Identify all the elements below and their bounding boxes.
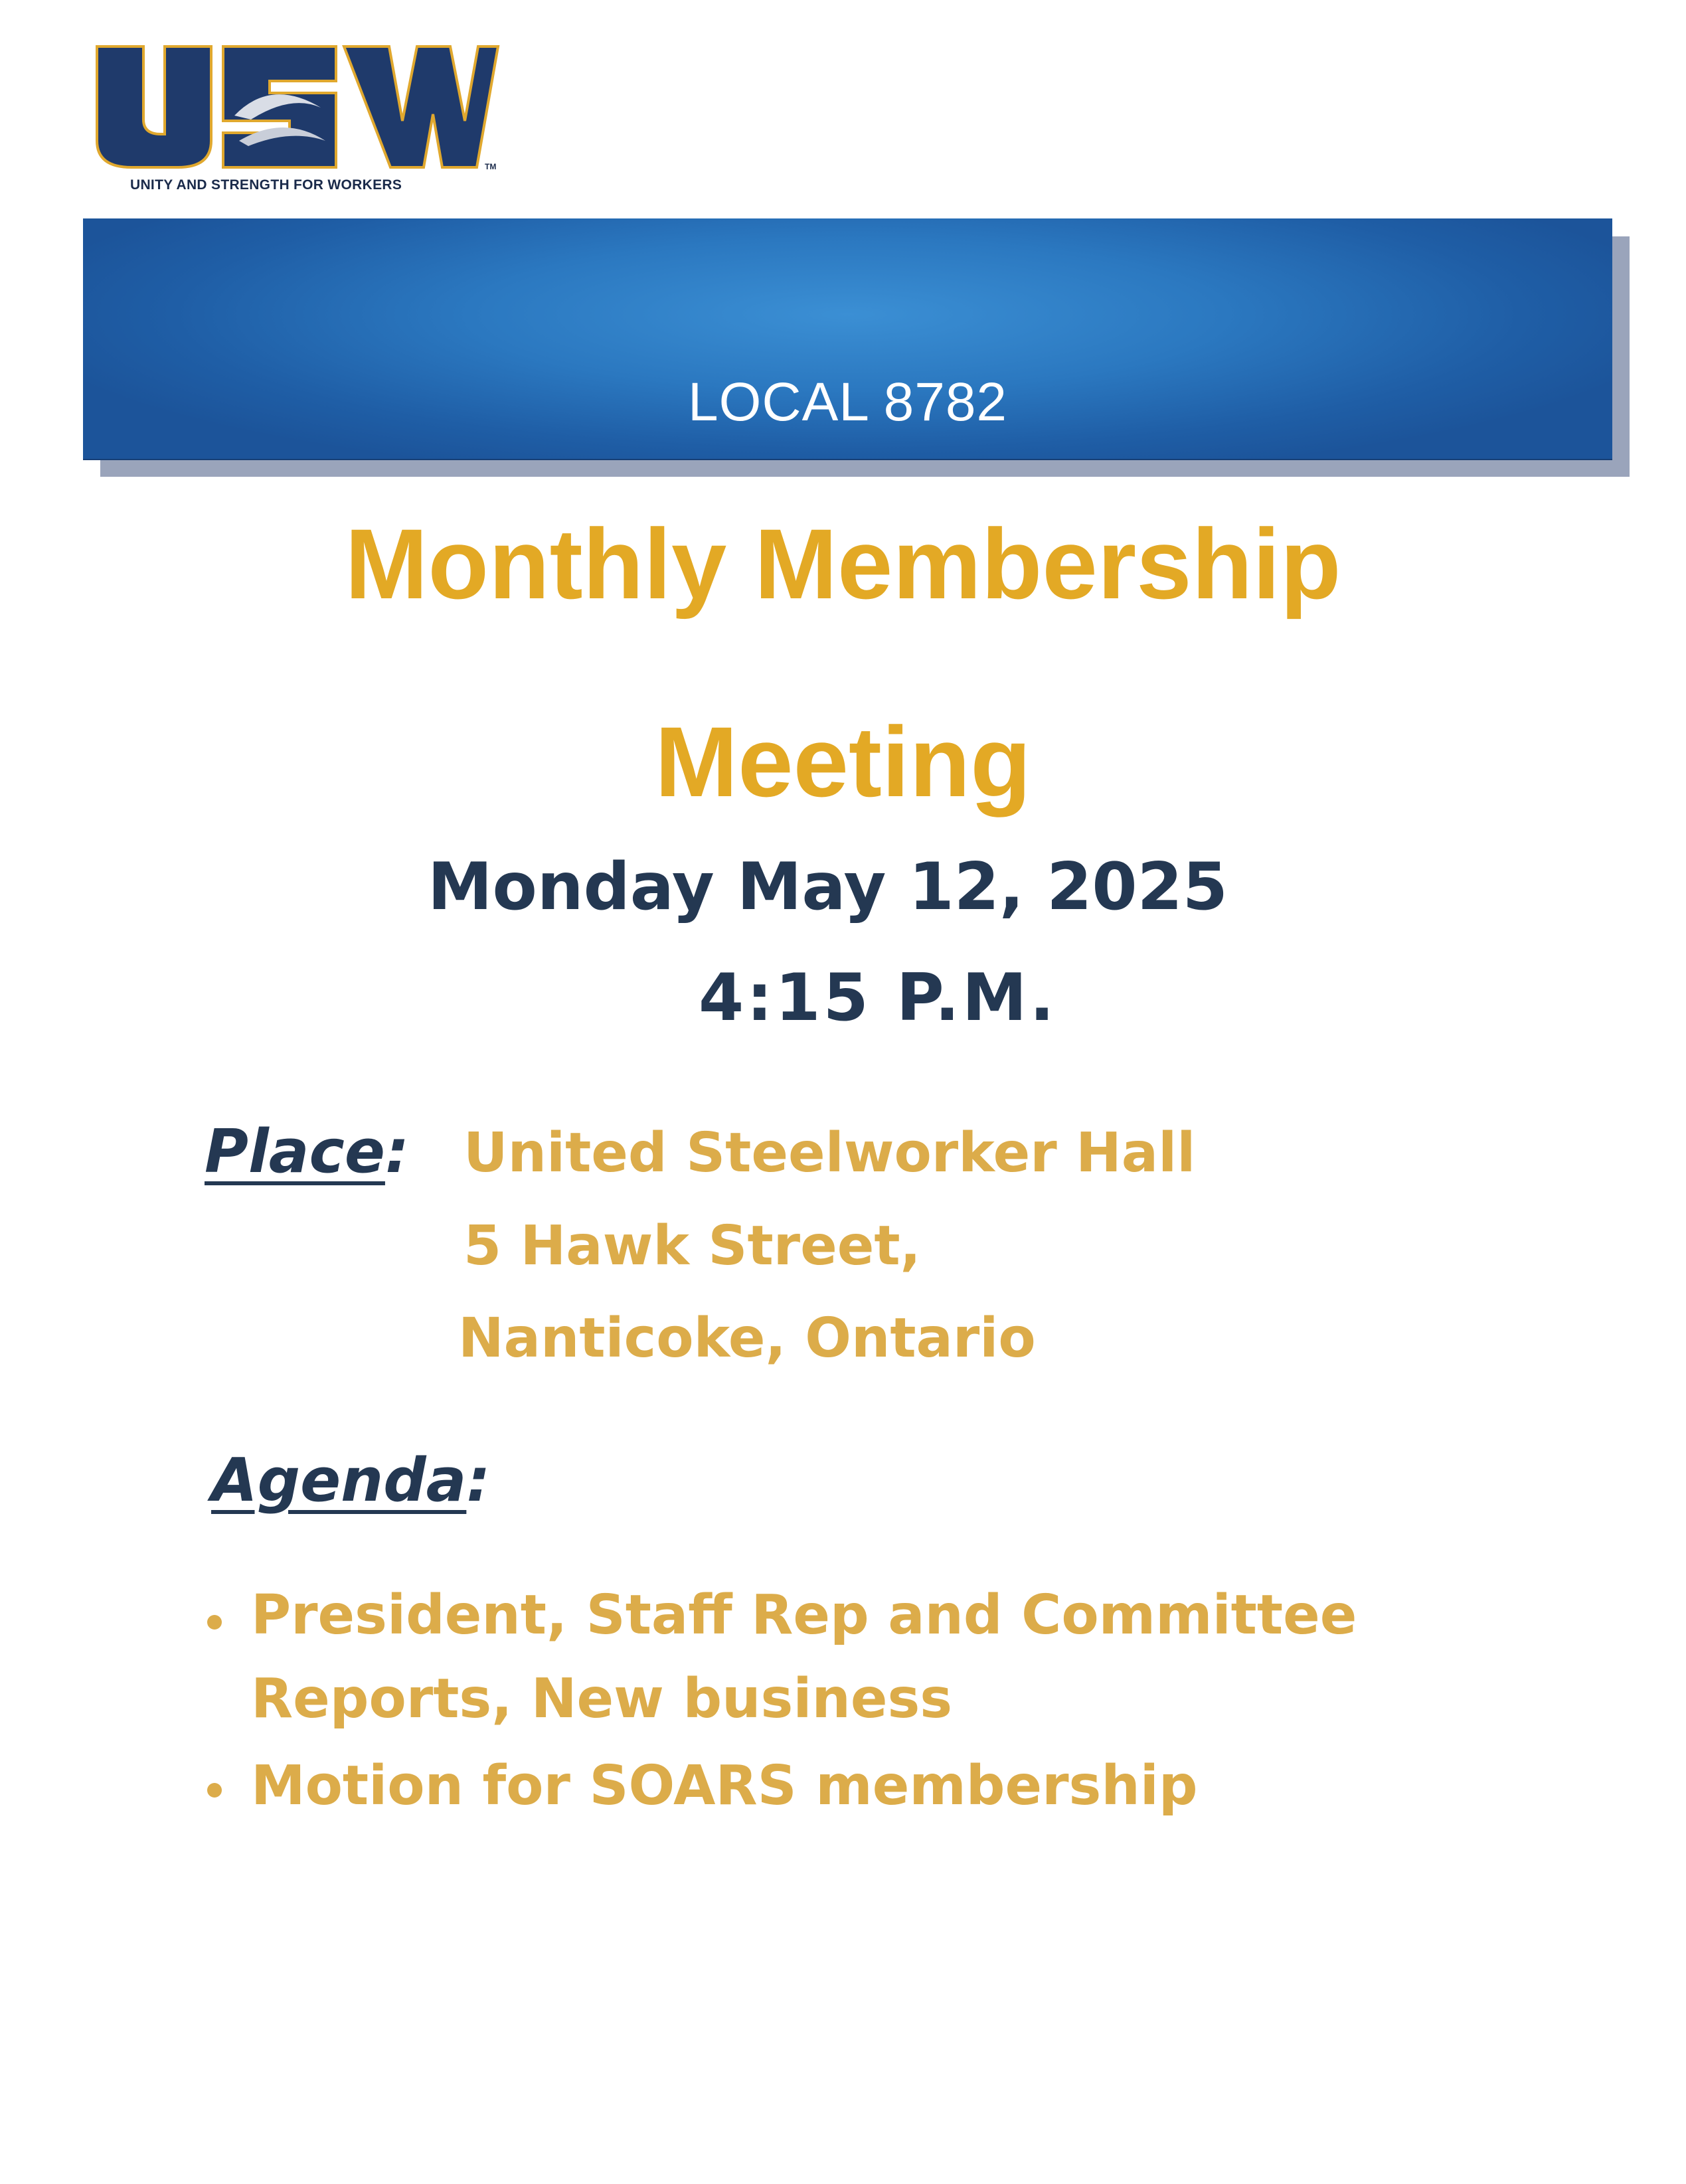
place-label-colon: : xyxy=(384,1117,409,1187)
logo-letter-w xyxy=(344,46,498,167)
logo-tagline: UNITY AND STRENGTH FOR WORKERS xyxy=(130,177,402,193)
meeting-time: 4:15 P.M. xyxy=(699,960,1057,1036)
agenda-label-text: Agenda xyxy=(211,1446,467,1515)
place-line-1: United Steelworker Hall xyxy=(464,1122,1196,1185)
agenda-label xyxy=(211,1446,491,1515)
usw-logo-graphic xyxy=(92,41,503,174)
logo-letter-s xyxy=(223,46,336,167)
bullet-icon xyxy=(207,1615,222,1630)
place-label-text: Place xyxy=(205,1117,385,1187)
agenda-item-1-line-2: Reports, New business xyxy=(251,1667,953,1730)
headline-line-1: Monthly Membership xyxy=(345,508,1341,620)
logo-letter-u xyxy=(97,46,211,167)
logo-trademark: TM xyxy=(485,162,497,171)
place-label xyxy=(205,1117,409,1187)
bullet-icon xyxy=(207,1783,222,1798)
agenda-label-colon: : xyxy=(466,1446,491,1515)
agenda-item-2: Motion for SOARS membership xyxy=(251,1754,1198,1817)
place-line-2: 5 Hawk Street, xyxy=(464,1215,921,1278)
banner-title: LOCAL 8782 xyxy=(687,372,1008,432)
place-line-3: Nanticoke, Ontario xyxy=(458,1307,1036,1370)
usw-logo xyxy=(92,41,503,202)
headline-line-2: Meeting xyxy=(655,706,1031,817)
agenda-item-1-line-1: President, Staff Rep and Committee xyxy=(251,1584,1357,1647)
meeting-date: Monday May 12, 2025 xyxy=(428,849,1228,925)
local-banner xyxy=(83,218,1612,460)
